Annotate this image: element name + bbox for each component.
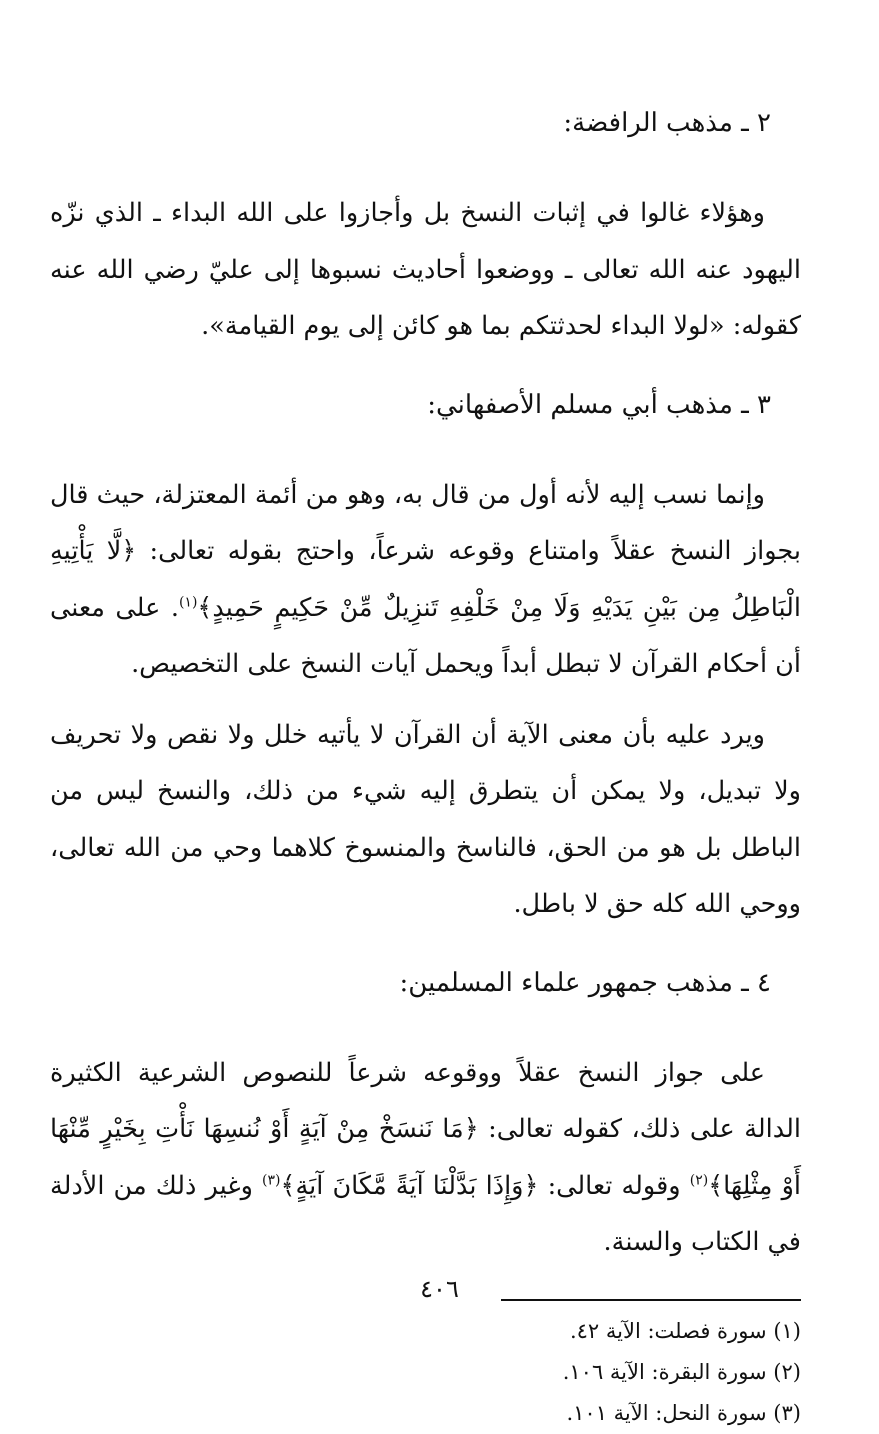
footnote-ref-2: (٢) — [689, 1172, 709, 1188]
footnote-ref-3: (٣) — [262, 1172, 281, 1188]
quran-verse: ﴿لَّا يَأْتِيهِ الْبَاطِلُ مِن بَيْنِ يَدَيْهِ وَلَا مِنْ خَلْفِهِ تَنزِيلٌ مِّنْ حَكِيمٍ حَمِيدٍ﴾ — [50, 536, 802, 623]
page-number: ٤٠٦ — [420, 1275, 459, 1303]
paragraph-majority — [50, 1045, 801, 1271]
quran-verse-baqarah: ﴿مَا نَنسَخْ مِنْ آيَةٍ أَوْ نُنسِهَا نَأْتِ بِخَيْرٍ مِّنْهَا أَوْ مِثْلِهَا﴾ — [50, 1114, 801, 1201]
footnote-1: (١) سورة فصلت: الآية ٤٢. — [569, 1318, 801, 1343]
footnote-ref-1: (١) — [178, 594, 198, 610]
paragraph-rebuttal: ويرد عليه بأن معنى الآية أن القرآن لا يأتيه خلل ولا نقص ولا تحريف ولا تبديل، ولا يمكن أن يتطرق إليه شيء من ذلك، والنسخ ليس من الباطل بل هو من الحق، فالناسخ والمنسوخ كلاهما وحي من الله تعالى، ووحي الله كله حق لا باطل. — [50, 719, 801, 919]
text-middle: وقوله تعالى: — [547, 1170, 690, 1201]
quran-verse-nahl: ﴿وَإِذَا بَدَّلْنَا آيَةً مَّكَانَ آيَةٍ﴾ — [280, 1170, 539, 1201]
section-heading-abu-muslim: ٣ ـ مذهب أبي مسلم الأصفهاني: — [427, 389, 771, 420]
section-heading-majority: ٤ ـ مذهب جمهور علماء المسلمين: — [399, 967, 771, 998]
text-before-verse: وإنما نسب إليه لأنه أول من قال به، وهو من أئمة المعتزلة، حيث قال بجواز النسخ عقلاً وامتناع وقوعه شرعاً، واحتج بقوله تعالى: — [50, 479, 801, 566]
footnote-2: (٢) سورة البقرة: الآية ١٠٦. — [562, 1359, 801, 1384]
text-after-verse: . على معنى أن أحكام القرآن لا تبطل أبداً ويحمل آيات النسخ على التخصيص. — [50, 592, 801, 679]
footnote-3: (٣) سورة النحل: الآية ١٠١. — [566, 1400, 801, 1425]
section-heading-rafida: ٢ ـ مذهب الرافضة: — [563, 108, 771, 138]
text-before-verse: على جواز النسخ عقلاً ووقوعه شرعاً للنصوص الشرعية الكثيرة الدالة على ذلك، كقوله تعالى: — [50, 1057, 801, 1144]
paragraph-rafida: وهؤلاء غالوا في إثبات النسخ بل وأجازوا على الله البداء ـ الذي نزّه اليهود عنه الله تعالى ـ ووضعوا أحاديث نسبوها إلى عليّ رضي الله عنه كقوله: «لولا البداء لحدثتكم بما هو كائن إلى يوم القيامة». — [50, 198, 801, 341]
paragraph-abu-muslim — [50, 467, 801, 693]
text-after: وغير ذلك من الأدلة في الكتاب والسنة. — [50, 1170, 801, 1257]
footnotes — [50, 1311, 801, 1434]
